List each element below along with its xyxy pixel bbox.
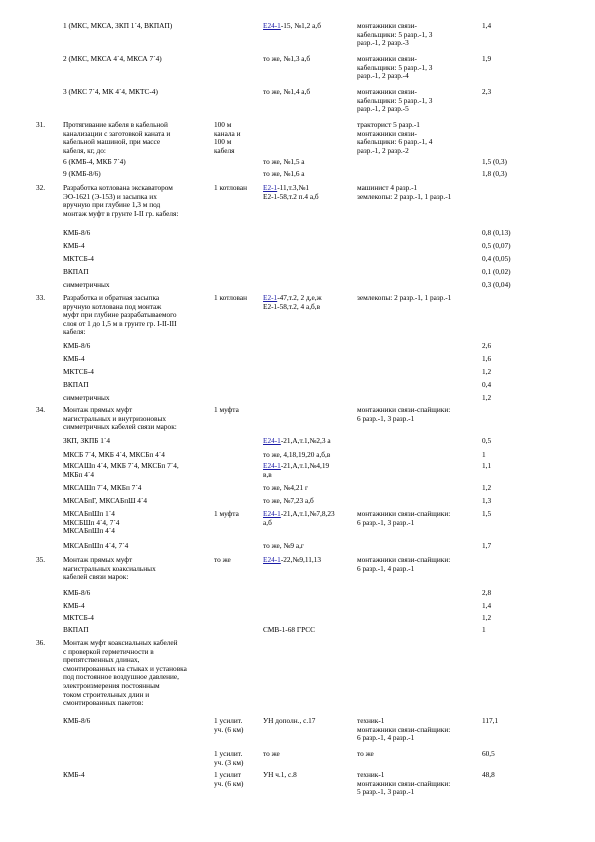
unit-of-measure: то же bbox=[214, 555, 231, 564]
work-name: МКСАБпШп 1´4 МКСБШп 4´4, 7´4 МКСАБпШп 4´4 bbox=[63, 509, 120, 536]
work-name: КМБ-8/6 bbox=[63, 341, 91, 350]
item-number: 31. bbox=[36, 120, 46, 129]
reference-link[interactable]: Е24-1 bbox=[263, 21, 281, 30]
crew-composition: монтажники связи- кабельщики: 5 разр.-1, 3 разр.-1, 2 разр.-4 bbox=[357, 54, 433, 81]
work-name: МКТСБ-4 bbox=[63, 367, 94, 376]
work-name: КМБ-8/6 bbox=[63, 588, 91, 597]
time-norm: 1,6 bbox=[482, 354, 492, 363]
work-name: КМБ-4 bbox=[63, 601, 85, 610]
work-name: КМБ-8/6 bbox=[63, 228, 91, 237]
work-name: ВКПАП bbox=[63, 380, 89, 389]
time-norm: 1,7 bbox=[482, 541, 492, 550]
time-norm: 1 bbox=[482, 450, 486, 459]
time-norm: 0,4 bbox=[482, 380, 492, 389]
norm-reference: СМВ-1-68 ГРСС bbox=[263, 625, 315, 634]
work-name: МКСАБпГ, МКСАБпШ 4´4 bbox=[63, 496, 148, 505]
norm-reference bbox=[263, 437, 358, 446]
crew-composition: монтажники связи-спайщики: 6 разр.-1, 3 разр.-1 bbox=[357, 405, 451, 423]
time-norm: 2,8 bbox=[482, 588, 492, 597]
work-name: КМБ-4 bbox=[63, 241, 85, 250]
crew-composition: то же bbox=[357, 749, 374, 758]
reference-text: -21,А,т.1,№2,3 а bbox=[280, 436, 331, 445]
work-name: МКСАШп 4´4, МКБ 7´4, МКСБп 7´4, МКБп 4´4 bbox=[63, 461, 179, 479]
time-norm: 1,5 bbox=[482, 509, 492, 518]
time-norm: 1,5 (0,3) bbox=[482, 157, 507, 166]
work-name: КМБ-8/6 bbox=[63, 716, 91, 725]
time-norm: 1,4 bbox=[482, 21, 492, 30]
time-norm: 1,4 bbox=[482, 601, 492, 610]
work-name: МКТСБ-4 bbox=[63, 613, 94, 622]
unit-of-measure: 1 усилит. уч. (6 км) bbox=[214, 716, 244, 734]
item-number: 32. bbox=[36, 183, 46, 192]
time-norm: 2,6 bbox=[482, 341, 492, 350]
time-norm: 0,1 (0,02) bbox=[482, 267, 511, 276]
reference-link[interactable]: Е24-1 bbox=[263, 555, 281, 564]
work-name: МКСАШп 7´4, МКБп 7´4 bbox=[63, 483, 142, 492]
norm-reference: то же, №1,6 а bbox=[263, 169, 305, 178]
time-norm: 1,3 bbox=[482, 496, 492, 505]
norm-reference bbox=[263, 462, 358, 479]
work-name: 1 (МКС, МКСА, ЗКП 1´4, ВКПАП) bbox=[63, 21, 173, 30]
work-name: Монтаж прямых муфт магистральных и внутризоновых симметричных кабелей связи марок: bbox=[63, 405, 177, 432]
crew-composition: тракторист 5 разр.-1 монтажники связи- кабельщики: 6 разр.-1, 4 разр.-1, 2 разр.-2 bbox=[357, 120, 433, 155]
time-norm: 1,8 (0,3) bbox=[482, 169, 507, 178]
reference-text: -22,№9,11,13 bbox=[280, 555, 321, 564]
crew-composition: монтажники связи- кабельщики: 5 разр.-1, 3 разр.-1, 2 разр.-3 bbox=[357, 21, 433, 48]
work-name: Монтаж прямых муфт магистральных коаксиальных кабелей связи марок: bbox=[63, 555, 156, 582]
norm-reference: то же, №1,4 а,б bbox=[263, 87, 311, 96]
work-name: 6 (КМБ-4, МКБ 7´4) bbox=[63, 157, 126, 166]
unit-of-measure: 1 муфта bbox=[214, 405, 239, 414]
time-norm: 0,4 (0,05) bbox=[482, 254, 511, 263]
item-number: 33. bbox=[36, 293, 46, 302]
norm-reference bbox=[263, 184, 358, 201]
time-norm: 1,1 bbox=[482, 461, 492, 470]
work-name: КМБ-4 bbox=[63, 770, 85, 779]
work-name: Разработка котлована экскаватором ЭО-1621 (Э-153) и засыпка их вручную при глубине 1,3 м под монтаж муфт в грунте I-II гр. кабеля: bbox=[63, 183, 179, 218]
work-name: симметричных bbox=[63, 280, 110, 289]
unit-of-measure: 100 м канала и 100 м кабеля bbox=[214, 120, 241, 155]
work-name: 2 (МКС, МКСА 4´4, МКСА 7´4) bbox=[63, 54, 162, 63]
reference-link[interactable]: Е2-1 bbox=[263, 183, 278, 192]
unit-of-measure: 1 муфта bbox=[214, 509, 239, 518]
time-norm: 1,2 bbox=[482, 613, 492, 622]
time-norm: 1,2 bbox=[482, 393, 492, 402]
work-name: ВКПАП bbox=[63, 625, 89, 634]
work-name: Протягивание кабеля в кабельной канализации с заготовкой каната и кабельной машиной, при массе кабеля, кг, до: bbox=[63, 120, 171, 155]
item-number: 34. bbox=[36, 405, 46, 414]
norm-reference bbox=[263, 556, 358, 565]
work-name: МКСБ 7´4, МКБ 4´4, МКСБп 4´4 bbox=[63, 450, 165, 459]
reference-text: -21,А,т.1,№7,8,23 а,б bbox=[263, 509, 335, 527]
work-name: МКТСБ-4 bbox=[63, 254, 94, 263]
reference-text: -11,т.3,№1 Е2-1-58,т.2 п.4 а,б bbox=[263, 183, 319, 201]
norm-reference: то же, №4,21 г bbox=[263, 483, 308, 492]
item-number: 36. bbox=[36, 638, 46, 647]
time-norm: 0,8 (0,13) bbox=[482, 228, 511, 237]
reference-text: -21,А,т.1,№4,19 в,в bbox=[263, 461, 330, 479]
time-norm: 117,1 bbox=[482, 716, 499, 725]
reference-link[interactable]: Е24-1 bbox=[263, 461, 281, 470]
time-norm: 2,3 bbox=[482, 87, 492, 96]
reference-text: -47,т.2, 2 д,е,ж Е2-1-58,т.2, 4 а,б,в bbox=[263, 293, 322, 311]
norm-reference: то же, 4,18,19,20 а,б,в bbox=[263, 450, 331, 459]
time-norm: 1,2 bbox=[482, 367, 492, 376]
reference-link[interactable]: Е24-1 bbox=[263, 509, 281, 518]
work-name: МКСАБпШп 4´4, 7´4 bbox=[63, 541, 129, 550]
norm-reference: то же, №7,23 а,б bbox=[263, 496, 314, 505]
norm-reference bbox=[263, 510, 358, 527]
work-name: Разработка и обратная засыпка вручную котлована под монтаж муфт при глубине разрабатываемого слоя от 1 до 1,5 м в грунте гр. I-II-III кабеля: bbox=[63, 293, 177, 337]
work-name: 3 (МКС 7´4, МК 4´4, МКТС-4) bbox=[63, 87, 158, 96]
crew-composition: монтажники связи-спайщики: 6 разр.-1, 3 разр.-1 bbox=[357, 509, 451, 527]
norm-reference: то же, №1,3 а,б bbox=[263, 54, 311, 63]
time-norm: 1,2 bbox=[482, 483, 492, 492]
norm-reference: то же bbox=[263, 749, 280, 758]
work-name: КМБ-4 bbox=[63, 354, 85, 363]
time-norm: 1 bbox=[482, 625, 486, 634]
unit-of-measure: 1 котлован bbox=[214, 183, 247, 192]
norm-reference: то же, №1,5 а bbox=[263, 157, 305, 166]
time-norm: 48,8 bbox=[482, 770, 495, 779]
norm-reference: то же, №9 а,г bbox=[263, 541, 304, 550]
unit-of-measure: 1 котлован bbox=[214, 293, 247, 302]
reference-link[interactable]: Е2-1 bbox=[263, 293, 278, 302]
time-norm: 0,3 (0,04) bbox=[482, 280, 511, 289]
work-name: симметричных bbox=[63, 393, 110, 402]
crew-composition: монтажники связи- кабельщики: 5 разр.-1, 3 разр.-1, 2 разр.-5 bbox=[357, 87, 433, 114]
norm-reference: УН дополн., с.17 bbox=[263, 716, 316, 725]
time-norm: 60,5 bbox=[482, 749, 495, 758]
work-name: ВКПАП bbox=[63, 267, 89, 276]
crew-composition: землекопы: 2 разр.-1, 1 разр.-1 bbox=[357, 293, 452, 302]
crew-composition: техник-1 монтажники связи-спайщики: 5 разр.-1, 3 разр.-1 bbox=[357, 770, 451, 797]
time-norm: 0,5 bbox=[482, 436, 492, 445]
crew-composition: монтажники связи-спайщики: 6 разр.-1, 4 разр.-1 bbox=[357, 555, 451, 573]
norm-reference: УН ч.1, с.8 bbox=[263, 770, 297, 779]
unit-of-measure: 1 усилит уч. (6 км) bbox=[214, 770, 244, 788]
reference-text: -15, №1,2 а,б bbox=[280, 21, 321, 30]
work-name: 9 (КМБ-8/6) bbox=[63, 169, 101, 178]
time-norm: 0,5 (0,07) bbox=[482, 241, 511, 250]
norm-reference bbox=[263, 294, 358, 311]
work-name: ЗКП, ЗКПБ 1´4 bbox=[63, 436, 110, 445]
norm-reference bbox=[263, 22, 358, 31]
time-norm: 1,9 bbox=[482, 54, 492, 63]
item-number: 35. bbox=[36, 555, 46, 564]
work-name: Монтаж муфт коаксиальных кабелей с проверкой герметичности в препятственных длинах, смонтированных на стыках и установка под постоянное воздушное давление, электроизмерения постоянным током строительных длин и смонтированных пакетов: bbox=[63, 638, 187, 708]
crew-composition: техник-1 монтажники связи-спайщики: 6 разр.-1, 4 разр.-1 bbox=[357, 716, 451, 743]
crew-composition: машинист 4 разр.-1 землекопы: 2 разр.-1, 1 разр.-1 bbox=[357, 183, 452, 201]
reference-link[interactable]: Е24-1 bbox=[263, 436, 281, 445]
unit-of-measure: 1 усилит. уч. (3 км) bbox=[214, 749, 244, 767]
